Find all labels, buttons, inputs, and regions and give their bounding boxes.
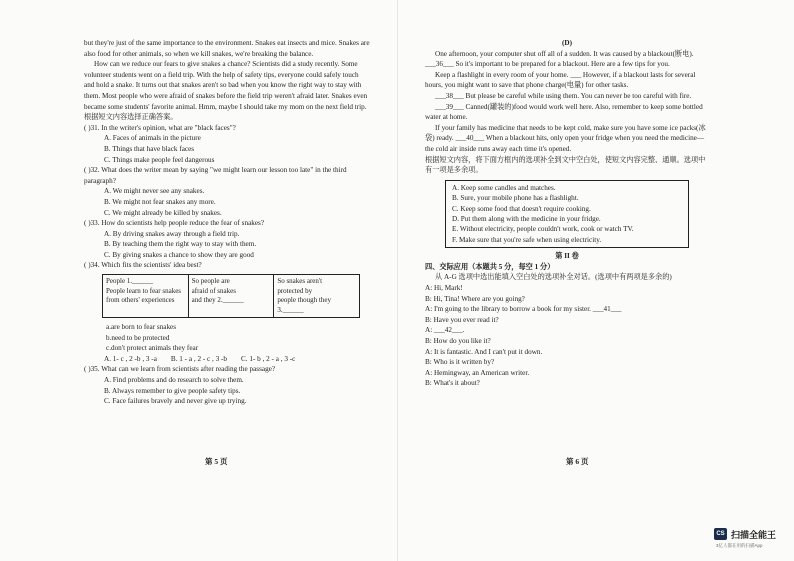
option: C. Things make people feel dangerous — [104, 155, 215, 164]
options-box — [445, 180, 689, 248]
camscanner-logo-icon: CS — [714, 528, 727, 540]
table-cell: So snakes aren't protected by people though they 3.______ — [274, 275, 360, 318]
dialog-line: B: How do you like it? — [425, 336, 491, 345]
right-page — [425, 38, 709, 389]
question-35: ( )35. What can we learn from scientists after reading the passage? — [84, 365, 276, 374]
option: C. Face failures bravely and never give up trying. — [104, 397, 247, 406]
dialog-line: A: I'm going to the library to borrow a book for my sister. ___41___ — [425, 305, 622, 314]
choice: c.don't protect animals they fear — [106, 344, 199, 353]
instruction: 根据短文内容选择正确答案。 — [84, 113, 178, 122]
choice: a.are born to fear snakes — [106, 323, 177, 332]
watermark-title: 扫描全能王 — [731, 530, 777, 540]
option: A. Faces of animals in the picture — [104, 134, 201, 143]
box-option: E. Without electricity, people couldn't work, cook or watch TV. — [452, 225, 634, 234]
choice: b.need to be protected — [106, 333, 170, 342]
passage-paragraph: ___39___ Canned(罐装的)food would work well here. Also, remember to keep some bottled water at home. — [425, 102, 703, 122]
section-heading: 四、交际应用（本题共 5 分，每空 1 分） — [425, 262, 555, 271]
q34-options — [104, 354, 370, 365]
dialog-line: A: It is fantastic. And I can't put it down. — [425, 347, 543, 356]
section-instruction: 从 A-G 选项中选出能填入空白处的选项补全对话。(选项中有两项是多余的) — [435, 273, 672, 282]
dialog-line: A: ___42___. — [425, 326, 465, 335]
left-page — [84, 38, 370, 407]
instruction: 根据短文内容，将下面方框内的选项补全到文中空白处，使短文内容完整、通顺。选项中有一项是多余项。 — [425, 155, 706, 175]
page-number: 第 6 页 — [566, 457, 589, 466]
option: B. By teaching them the right way to stay with them. — [104, 240, 257, 249]
table-cell: People 1.______ People learn to fear snakes from others' experiences — [103, 275, 189, 318]
question-34: ( )34. Which fits the scientists' idea best? — [84, 261, 202, 270]
passage-paragraph: How can we reduce our fears to give snakes a chance? Scientists did a study recently. Some volunteer students went on a field trip. With the help of safety tips, everyone could safely touch and hold a snake. It turns out that snakes aren't so bad when you know the right way to stay with them. Most people who were afraid of snakes before the field trip weren't afraid later. Snakes even became some students' favorite animal. Hmm, maybe I should take my mom on the next field trip. — [84, 60, 368, 111]
dialog-line: A: Hi, Mark! — [425, 283, 463, 292]
page-number: 第 5 页 — [205, 457, 228, 466]
option: A. 1- c , 2 -b , 3 -a — [104, 354, 157, 363]
option: C. By giving snakes a chance to show they are good — [104, 250, 254, 259]
passage-paragraph: but they're just of the same importance to the environment. Snakes eat insects and mice. Snakes are also food for other animals, so when we kill snakes, we're breaking the balance. — [84, 39, 370, 58]
idea-table — [102, 274, 360, 318]
option: B. Always remember to give people safety tips. — [104, 386, 241, 395]
box-option: A. Keep some candles and matches. — [452, 183, 556, 192]
box-option: C. Keep some food that doesn't require cooking. — [452, 204, 591, 213]
dialog-line: B: Have you ever read it? — [425, 315, 499, 324]
part-title: 第 II 卷 — [555, 252, 579, 261]
option: B. We might not fear snakes any more. — [104, 197, 216, 206]
option: C. 1- b , 2 - a , 3 -c — [241, 354, 296, 363]
box-option: B. Sure, your mobile phone has a flashlight. — [452, 194, 579, 203]
passage-paragraph: One afternoon, your computer shut off all of a sudden. It was caused by a blackout(断电). ___36___ So it's important to be prepared for a blackout. Here are a few tips for you. — [425, 49, 694, 69]
question-31: ( )31. In the writer's opinion, what are "black faces"? — [84, 123, 236, 132]
option: A. By driving snakes away through a field trip. — [104, 229, 240, 238]
dialog-line: B: Who is it written by? — [425, 358, 495, 367]
option: A. Find problems and do research to solve them. — [104, 376, 244, 385]
option: B. 1 - a , 2 - c , 3 -b — [170, 354, 227, 363]
dialog-line: B: Hi, Tina! Where are you going? — [425, 294, 525, 303]
question-32: ( )32. What does the writer mean by saying "we might learn our lesson too late" in the third paragraph? — [84, 166, 347, 185]
table-cell: So people are afraid of snakes and they 2.______ — [188, 275, 274, 318]
option: B. Things that have black faces — [104, 144, 195, 153]
dialog-line: B: What's it about? — [425, 379, 480, 388]
passage-paragraph: If your family has medicine that needs to be kept cold, make sure you have some ice packs(冰袋) ready. ___40___ When a blackout hits, only open your fridge when you need the medicine—the cold air inside runs away each time it's opened. — [425, 123, 706, 153]
page-fold — [397, 0, 398, 561]
option: A. We might never see any snakes. — [104, 187, 205, 196]
passage-paragraph: ___38___ But please be careful while using them. You can never be too careful with fire. — [435, 91, 692, 100]
passage-paragraph: Keep a flashlight in every room of your home. ___ However, if a blackout lasts for several hours, you might want to save that phone charge(电量) for other tasks. — [425, 70, 696, 90]
option: C. We might already be killed by snakes. — [104, 208, 222, 217]
section-title: (D) — [562, 39, 572, 47]
watermark-subtitle: 3亿人都在用的扫描App — [716, 543, 763, 548]
box-option: D. Put them along with the medicine in your fridge. — [452, 214, 601, 223]
question-33: ( )33. How do scientists help people reduce the fear of snakes? — [84, 219, 265, 228]
box-option: F. Make sure that you're safe when using electricity. — [452, 235, 602, 244]
dialog-line: A: Hemingway, an American writer. — [425, 368, 530, 377]
